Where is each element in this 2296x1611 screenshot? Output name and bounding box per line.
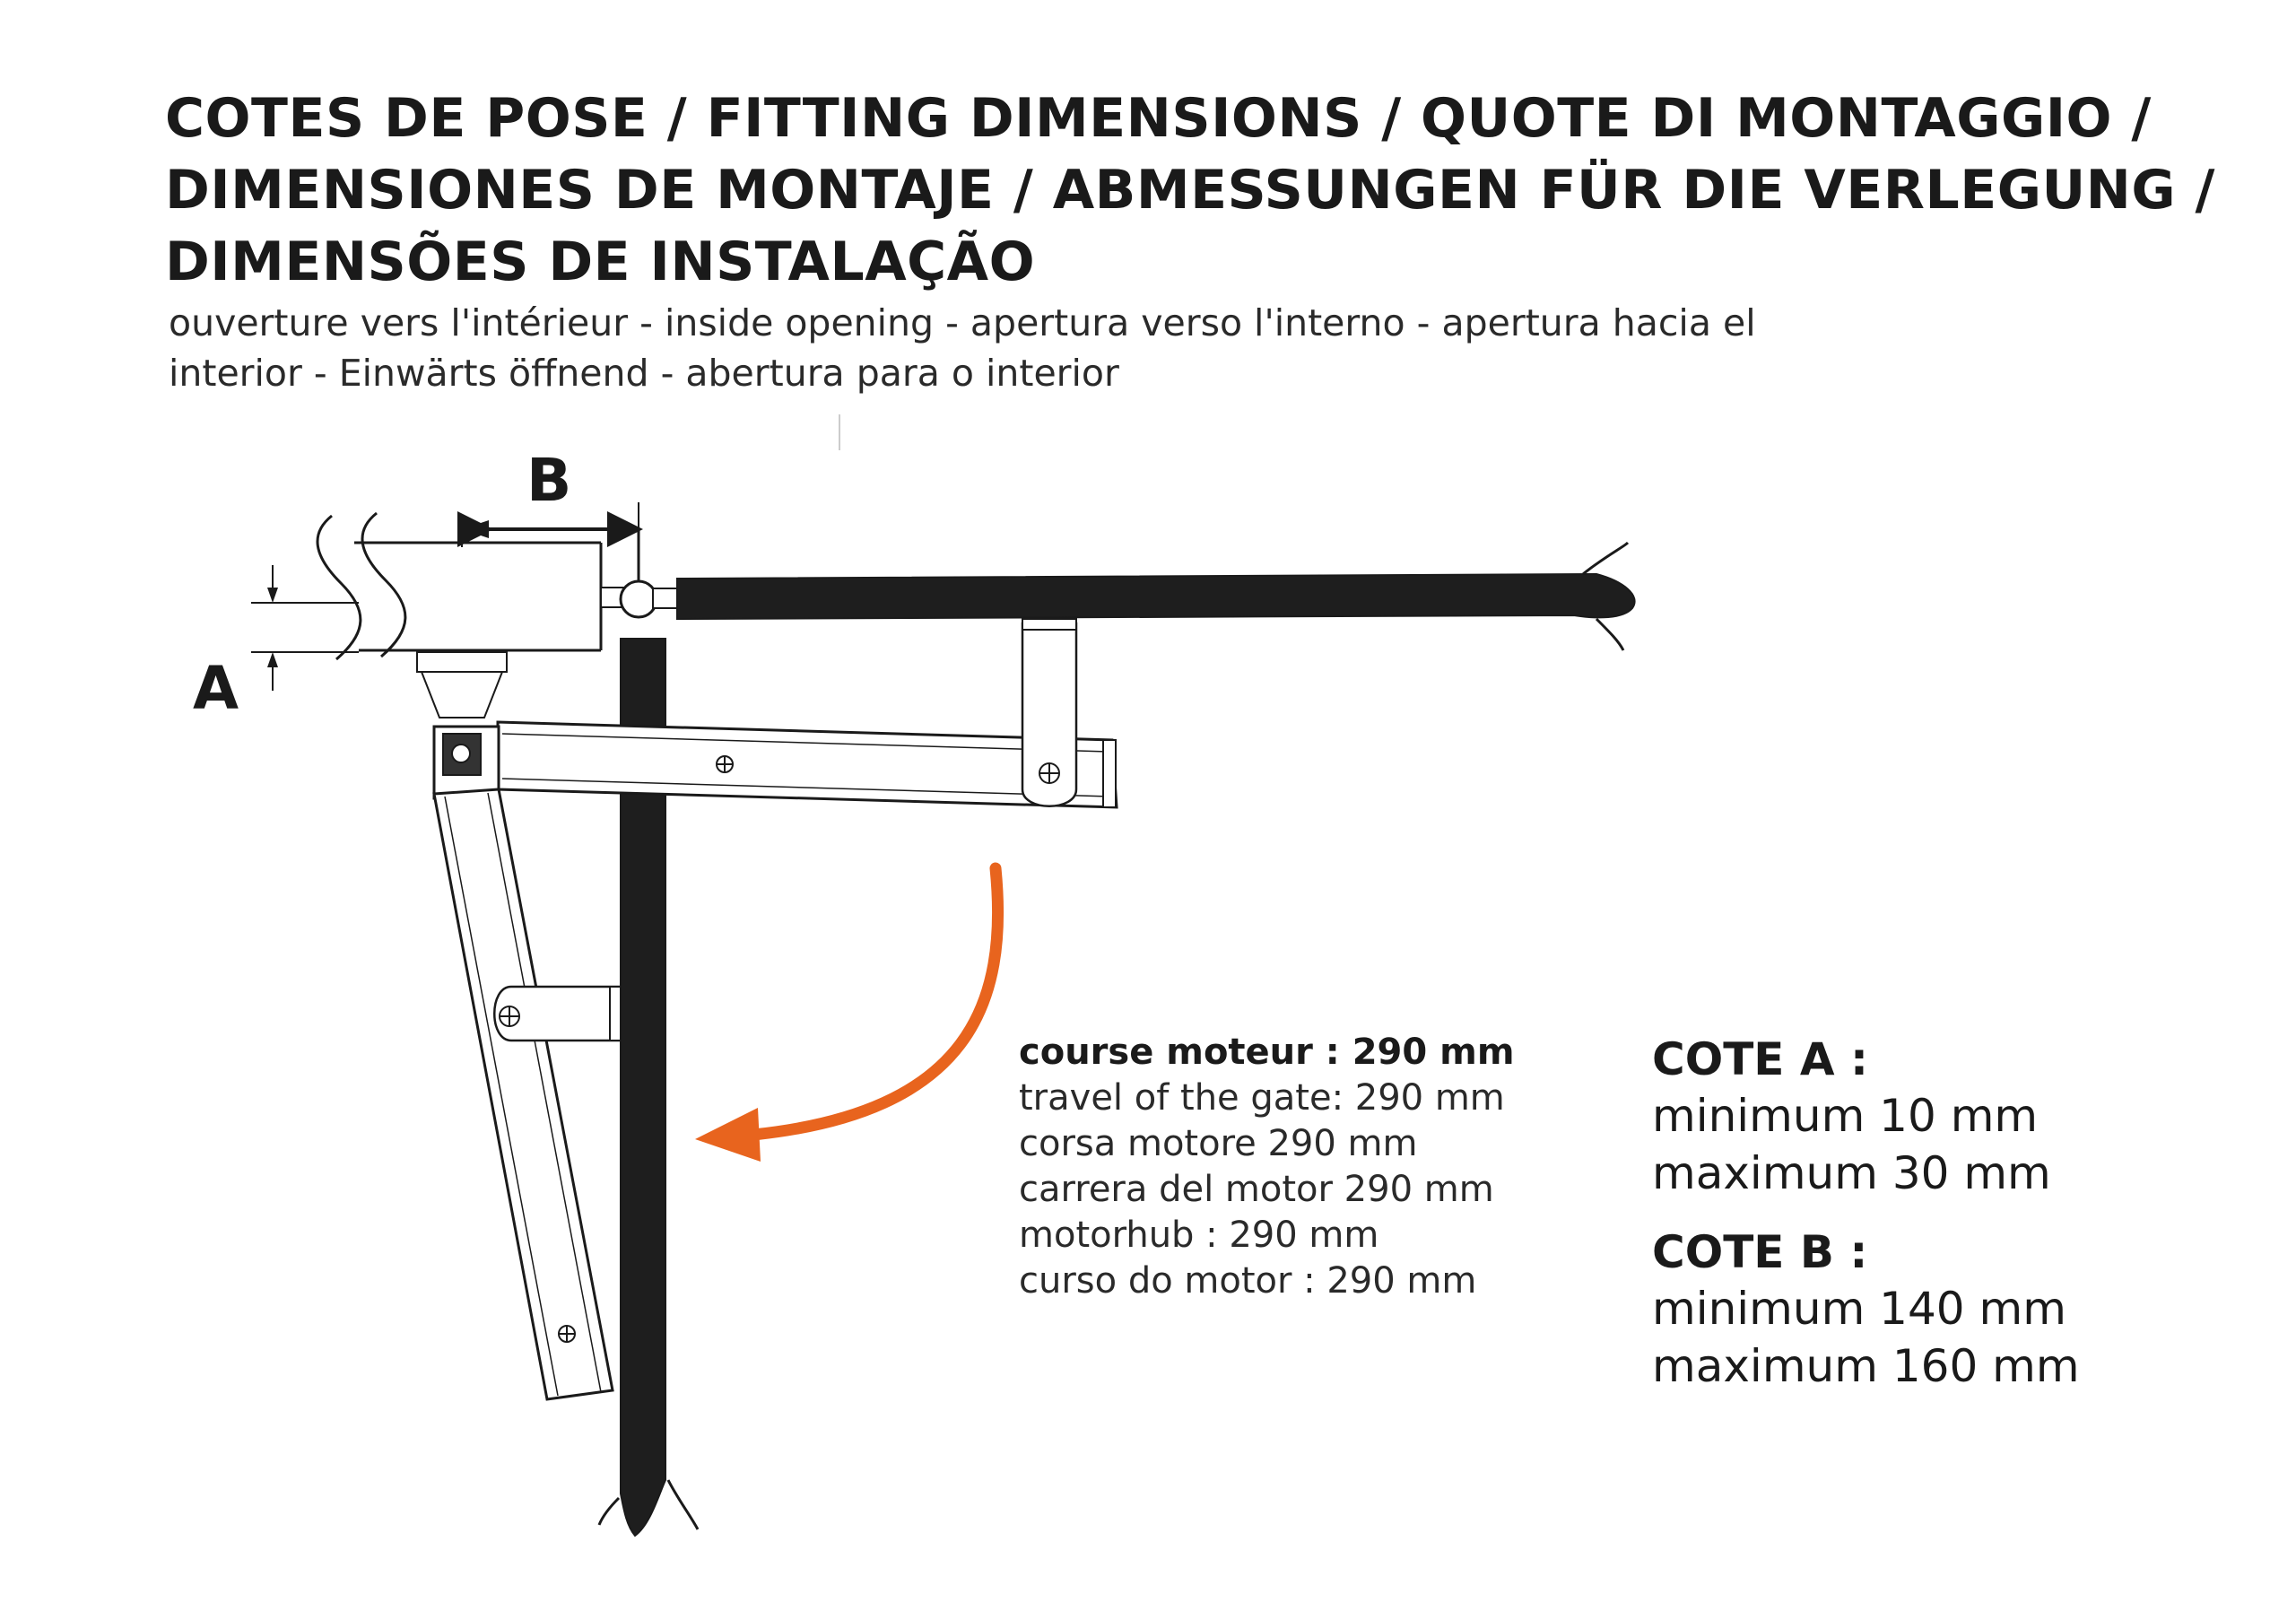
fixing-screw-icon — [500, 1006, 519, 1026]
label-a: A — [193, 654, 239, 723]
cote-a-block — [1652, 1032, 2051, 1202]
opening-arrow-icon — [695, 868, 998, 1162]
motor-pivot — [434, 727, 499, 798]
dimension-b — [462, 446, 639, 574]
title-line-2: DIMENSIONES DE MONTAJE / ABMESSUNGEN FÜR DIE VERLEGUNG / — [165, 159, 2215, 222]
pillar — [317, 513, 601, 659]
cote-b-heading: COTE B : — [1652, 1226, 1868, 1278]
cote-a-max: maximum 30 mm — [1652, 1147, 2051, 1199]
motor-arm-open — [434, 789, 621, 1399]
fixing-screw-icon — [1039, 763, 1059, 783]
pillar-bracket — [417, 652, 507, 718]
gate-hinge — [601, 529, 678, 617]
fixing-screw-icon — [559, 1326, 575, 1342]
cote-b-block — [1652, 1224, 2080, 1395]
fixing-screw-icon — [717, 756, 733, 772]
cote-a-min: minimum 10 mm — [1652, 1090, 2039, 1142]
travel-line-bold: course moteur : 290 mm — [1019, 1032, 1515, 1073]
travel-info — [1019, 1030, 1515, 1304]
travel-line: corsa motore 290 mm — [1019, 1123, 1418, 1164]
title-line-1: COTES DE POSE / FITTING DIMENSIONS / QUOTE DI MONTAGGIO / — [165, 87, 2152, 150]
subtitle-line-1: ouverture vers l'intérieur - inside opening - apertura verso l'interno - apertura hacia el — [169, 301, 1756, 344]
title-line-3: DIMENSÕES DE INSTALAÇÃO — [165, 231, 1036, 293]
travel-line: travel of the gate: 290 mm — [1019, 1077, 1505, 1119]
cote-b-max: maximum 160 mm — [1652, 1340, 2080, 1392]
gate-leaf-closed — [677, 543, 1635, 650]
travel-line: carrera del motor 290 mm — [1019, 1169, 1494, 1210]
motor-arm-closed — [498, 619, 1117, 807]
label-b: B — [526, 446, 572, 515]
travel-line: curso do motor : 290 mm — [1019, 1260, 1477, 1302]
travel-line: motorhub : 290 mm — [1019, 1215, 1379, 1256]
subtitle-line-2: interior - Einwärts öffnend - abertura para o interior — [169, 352, 1119, 395]
cote-a-heading: COTE A : — [1652, 1033, 1868, 1085]
dimension-a — [193, 565, 359, 723]
cote-b-min: minimum 140 mm — [1652, 1283, 2066, 1335]
